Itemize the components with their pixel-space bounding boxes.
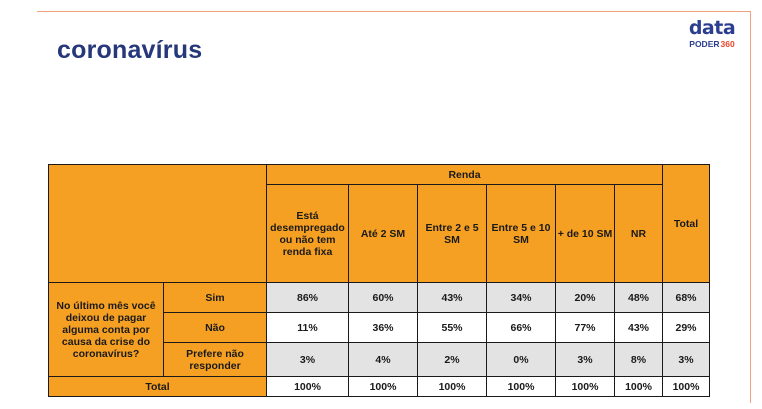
row-label: Prefere não responder xyxy=(164,343,267,377)
table-cell: 11% xyxy=(267,313,349,343)
table-cell: 60% xyxy=(349,283,418,313)
table-cell: 86% xyxy=(267,283,349,313)
total-cell: 29% xyxy=(663,313,710,343)
table-cell: 100% xyxy=(556,377,615,397)
header-10-sm-plus: + de 10 SM xyxy=(556,185,615,283)
page-title: coronavírus xyxy=(57,36,203,64)
table-cell: 4% xyxy=(349,343,418,377)
table-cell: 43% xyxy=(615,313,663,343)
table-cell: 100% xyxy=(418,377,487,397)
table-cell: 100% xyxy=(487,377,556,397)
header-total: Total xyxy=(663,165,710,283)
header-ate-2-sm: Até 2 SM xyxy=(349,185,418,283)
table-cell: 77% xyxy=(556,313,615,343)
table-cell: 48% xyxy=(615,283,663,313)
table-cell: 66% xyxy=(487,313,556,343)
total-cell: 100% xyxy=(663,377,710,397)
table-cell: 0% xyxy=(487,343,556,377)
table-cell: 100% xyxy=(267,377,349,397)
table-cell: 55% xyxy=(418,313,487,343)
total-cell: 68% xyxy=(663,283,710,313)
table-cell: 2% xyxy=(418,343,487,377)
total-row xyxy=(49,377,710,397)
datapoder360-logo xyxy=(677,19,747,49)
table-cell: 3% xyxy=(267,343,349,377)
table-cell: 3% xyxy=(556,343,615,377)
table-cell: 100% xyxy=(615,377,663,397)
row-label: Não xyxy=(164,313,267,343)
table-cell: 34% xyxy=(487,283,556,313)
logo-subtitle: PODER360 xyxy=(689,39,735,49)
header-nr: NR xyxy=(615,185,663,283)
question-cell: No último mês você deixou de pagar alguma conta por causa da crise do coronavírus? xyxy=(49,283,164,377)
group-header-renda: Renda xyxy=(267,165,663,185)
header-desempregado: Está desempregado ou não tem renda fixa xyxy=(267,185,349,283)
total-row-label: Total xyxy=(49,377,267,397)
table-cell: 8% xyxy=(615,343,663,377)
table-cell: 20% xyxy=(556,283,615,313)
row-label: Sim xyxy=(164,283,267,313)
table-cell: 43% xyxy=(418,283,487,313)
header-5-10-sm: Entre 5 e 10 SM xyxy=(487,185,556,283)
header-2-5-sm: Entre 2 e 5 SM xyxy=(418,185,487,283)
table-cell: 36% xyxy=(349,313,418,343)
corner-cell xyxy=(49,165,267,283)
total-cell: 3% xyxy=(663,343,710,377)
table-row xyxy=(49,283,710,313)
table-cell: 100% xyxy=(349,377,418,397)
crosstab-table xyxy=(48,164,710,397)
logo-wordmark: data xyxy=(688,17,736,39)
